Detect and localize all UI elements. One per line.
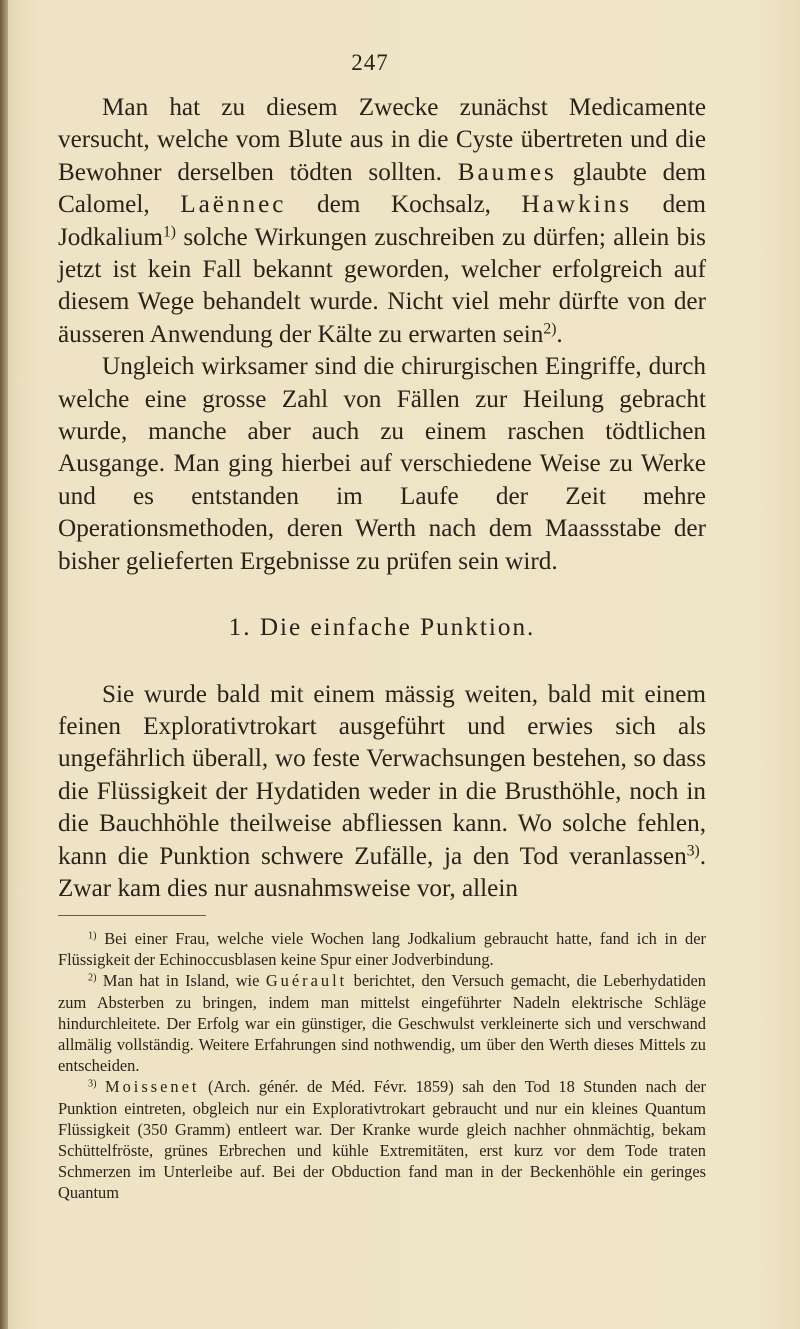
footnote-text: Bei einer Frau, welche viele Wochen lang Jodkalium gebraucht hatte, fand ich in der Flüssigkeit der Echinoccusblasen keine Spur einer Jodverbindung.	[58, 929, 706, 970]
footnote-mark: 2)	[88, 972, 97, 984]
page-number: 247	[351, 50, 389, 75]
footnote-mark: 1)	[88, 930, 97, 942]
footnote-3	[58, 1076, 706, 1203]
paragraph-punktion	[58, 679, 706, 906]
text-run: .	[556, 320, 563, 348]
footnote-2	[58, 970, 706, 1076]
author-moissenet: Moissenet	[105, 1077, 200, 1097]
text-run: Sie wurde bald mit einem mässig weiten, bald mit einem feinen Explorativtrokart ausgeführt und erwies sich als ungefährlich überall, wo feste Verwachsungen bestehen, so dass die Flüssigkeit der Hydatiden weder in die Brusthöhle, noch in die Bauchhöhle theilweise abfliessen kann. Wo solche fehlen, kann die Punktion schwere Zufälle, ja den Tod veranlassen	[58, 680, 706, 870]
footnote-1	[58, 928, 706, 970]
footnote-ref-1: 1)	[162, 223, 176, 241]
author-hawkins: Hawkins	[521, 191, 633, 219]
text-run: Man hat zu diesem Zwecke zunächst Medicamente versucht, welche vom Blute aus in die Cyste übertreten und die Bewohner derselben tödten sollten.	[58, 94, 706, 186]
footnote-text: berichtet, den Versuch gemacht, die Leberhydatiden zum Absterben zu bringen, indem man mittelst eingeführter Nadeln elektrische Schläge hindurchleitete. Der Erfolg war ein günstiger, die Geschwulst verkleinerte sich und verschwand allmälig vollständig. Weitere Erfahrungen sind nothwendig, um über den Werth dieses Mittels zu entscheiden.	[58, 971, 706, 1076]
text-run: dem Kochsalz,	[286, 191, 522, 219]
footnote-divider	[58, 915, 206, 916]
author-baumes: Baumes	[457, 158, 557, 186]
footnote-ref-2: 2)	[543, 320, 557, 338]
main-text	[58, 92, 706, 905]
footnote-text	[96, 1077, 105, 1096]
book-spine-shadow	[0, 0, 8, 1329]
section-heading: 1. Die einfache Punktion.	[228, 614, 536, 642]
paragraph-medicaments	[58, 92, 706, 351]
author-guerault: Guérault	[265, 971, 348, 991]
footnotes	[58, 928, 706, 1204]
footnote-ref-3: 3)	[686, 841, 700, 859]
paragraph-surgical: Ungleich wirksamer sind die chirurgischen Eingriffe, durch welche eine grosse Zahl von Fällen zur Heilung gebracht wurde, manche aber auch zu einem raschen tödtlichen Ausgange. Man ging hierbei auf verschiedene Weise zu Werke und es entstanden im Laufe der Zeit mehre Operationsmethoden, deren Werth nach dem Maassstabe der bisher gelieferten Ergebnisse zu prüfen sein wird.	[58, 353, 706, 575]
footnote-text: (Arch. génér. de Méd. Févr. 1859) sah den Tod 18 Stunden nach der Punktion eintreten, obgleich nur ein Explorativtrokart gebraucht und nur ein kleines Quantum Flüssigkeit (350 Gramm) entleert war. Der Kranke wurde gleich nachher ohnmächtig, bekam Schüttelfröste, grünes Erbrechen und kühle Extremitäten, erst kurz vor dem Tode traten Schmerzen im Unterleibe auf. Bei der Obduction fand man in der Beckenhöhle ein geringes Quantum	[58, 1077, 707, 1203]
text-run: dem Jodkalium	[58, 191, 706, 251]
text-run: solche Wirkungen zuschreiben zu dürfen; allein bis jetzt ist kein Fall bekannt geworden, welcher erfolgreich auf diesem Wege behandelt wurde. Nicht viel mehr dürfte von der äusseren Anwendung der Kälte zu erwarten sein	[58, 223, 706, 348]
text-run: . Zwar kam dies nur ausnahmsweise vor, allein	[58, 842, 706, 902]
footnote-mark: 3)	[88, 1078, 97, 1090]
text-run: glaubte dem Calomel,	[58, 158, 706, 219]
author-laennec: Laënnec	[180, 191, 287, 219]
footnote-text: Man hat in Island, wie	[96, 971, 266, 991]
